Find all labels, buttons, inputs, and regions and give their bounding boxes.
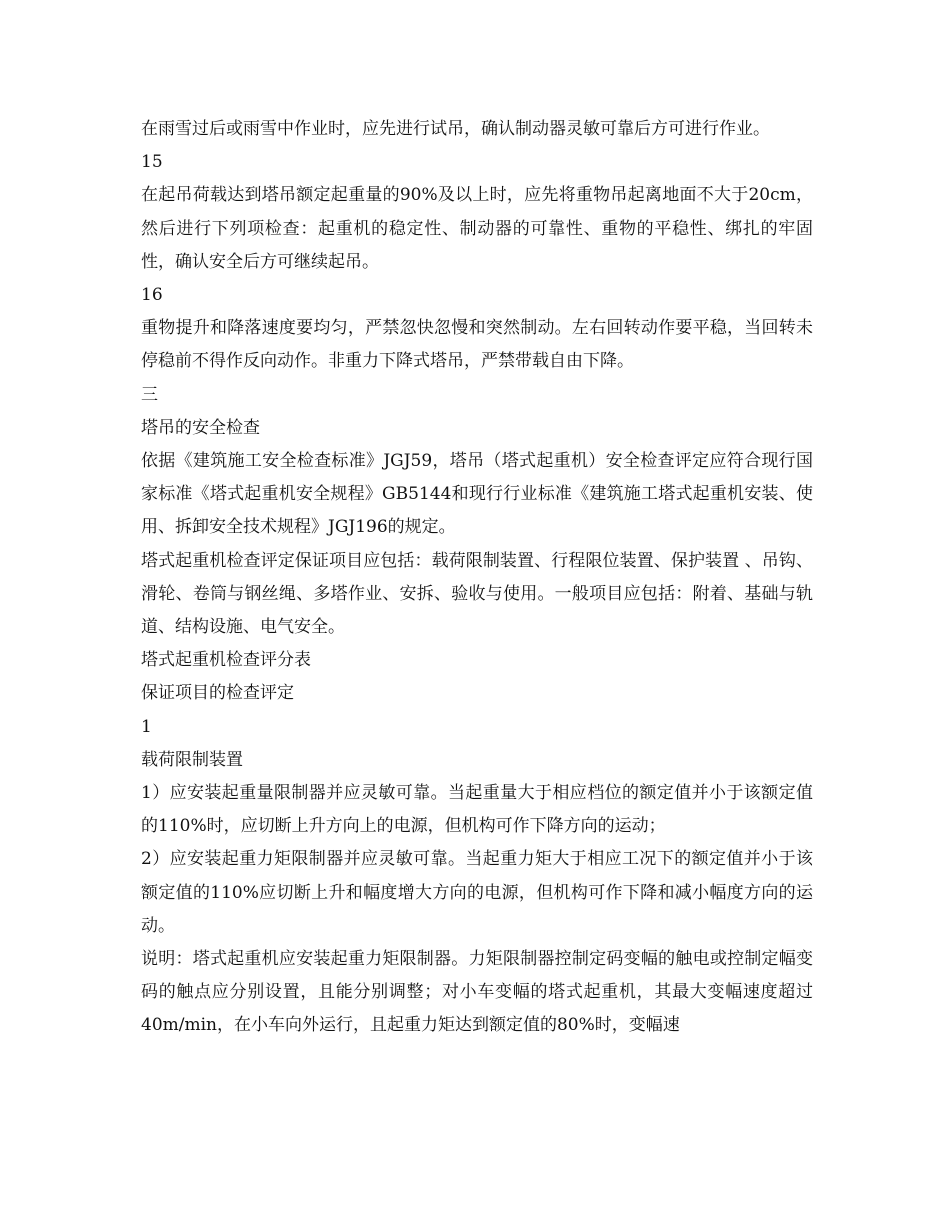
paragraph: 在起吊荷载达到塔吊额定起重量的90%及以上时，应先将重物吊起离地面不大于20cm，然后进行下列项检查：起重机的稳定性、制动器的可靠性、重物的平稳性、绑扎的牢固性，确认安全后方可继续起吊。 (141, 185, 813, 272)
subsection-title: 保证项目的检查评定 (141, 683, 294, 704)
chapter-title: 塔吊的安全检查 (141, 417, 260, 438)
paragraph: 1）应安装起重量限制器并应灵敏可靠。当起重量大于相应档位的额定值并小于该额定值的110%时，应切断上升方向上的电源，但机构可作下降方向的运动； (141, 783, 813, 837)
chapter-number: 三 (141, 384, 158, 405)
item-number: 1 (141, 716, 152, 737)
paragraph: 2）应安装起重力矩限制器并应灵敏可靠。当起重力矩大于相应工况下的额定值并小于该额定值的110%应切断上升和幅度增大方向的电源，但机构可作下降和减小幅度方向的运动。 (141, 849, 813, 936)
document-body (141, 113, 813, 1043)
paragraph: 在雨雪过后或雨雪中作业时，应先进行试吊，确认制动器灵敏可靠后方可进行作业。 (141, 119, 770, 139)
item-title: 载荷限制装置 (141, 749, 243, 770)
paragraph: 依据《建筑施工安全检查标准》JGJ59，塔吊（塔式起重机）安全检查评定应符合现行国家标准《塔式起重机安全规程》GB5144和现行行业标准《建筑施工塔式起重机安装、使用、拆卸安全技术规程》JGJ196的规定。 (141, 451, 813, 538)
paragraph: 说明：塔式起重机应安装起重力矩限制器。力矩限制器控制定码变幅的触电或控制定幅变码的触点应分别设置，且能分别调整；对小车变幅的塔式起重机，其最大变幅速度超过40m/min，在小车向外运行，且起重力矩达到额定值的80%时，变幅速 (141, 949, 813, 1036)
table-title: 塔式起重机检查评分表 (141, 650, 311, 671)
paragraph: 塔式起重机检查评定保证项目应包括：载荷限制装置、行程限位装置、保护装置 、吊钩、滑轮、卷筒与钢丝绳、多塔作业、安拆、验收与使用。一般项目应包括：附着、基础与轨道、结构设施、电气安全。 (141, 550, 813, 638)
section-number: 16 (141, 285, 163, 306)
section-number: 15 (141, 152, 163, 173)
paragraph: 重物提升和降落速度要均匀，严禁忽快忽慢和突然制动。左右回转动作要平稳，当回转未停稳前不得作反向动作。非重力下降式塔吊，严禁带载自由下降。 (141, 318, 813, 372)
